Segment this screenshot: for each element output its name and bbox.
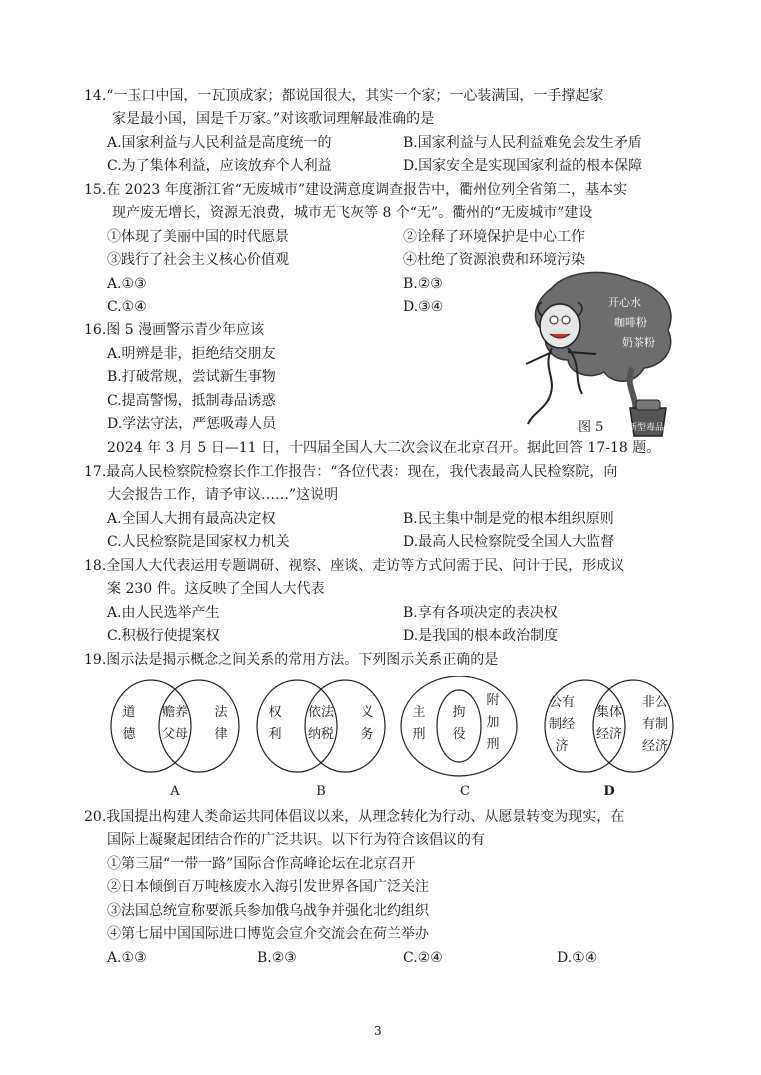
q14-option-a: A.国家利益与人民利益是高度统一的 [107,135,332,151]
q15-stem-line2: 现产废无增长，资源无浪费，城市无飞灰等 8 个“无”。衢州的“无废城市”建设 [112,205,593,221]
q14-stem-line2: 家是最小国，国是千万家。”对该歌词理解最准确的是 [112,111,435,127]
q14-option-c: C.为了集体利益，应该放弃个人利益 [107,158,332,174]
venn-diagram-c [397,676,533,780]
q14-option-b: B.国家利益与人民利益难免会发生矛盾 [403,135,642,151]
q14-stem-line1: 14.“一玉口中国，一瓦顶成家；都说国很大，其实一个家；一心装满国，一手撑起家 [84,88,604,104]
q20-stem-line2: 国际上凝聚起团结合作的广泛共识。以下行为符合该倡议的有 [107,832,485,848]
q20-statement-4: ④第七届中国国际进口博览会宣介交流会在荷兰举办 [107,926,429,942]
q16-option-a: A.明辨是非，拒绝结交朋友 [107,346,276,362]
q15-option-b: B.②③ [403,276,443,292]
page-number: 3 [374,1024,382,1038]
q15-statement-2: ②诠释了环境保护是中心工作 [403,229,585,245]
q20-statement-2: ②日本倾倒百万吨核废水入海引发世界各国广泛关注 [107,879,429,895]
q20-stem-line1: 20.我国提出构建人类命运共同体倡议以来，从理念转化为行动、从愿景转变为现实，在 [84,809,625,825]
venn-a-overlap: 赡养 父母 [161,705,188,742]
q18-option-b: B.享有各项决定的表决权 [403,605,558,621]
q15-statement-1: ①体现了美丽中国的时代愿景 [107,229,289,245]
q20-option-b: B.②③ [257,950,297,966]
q20-option-a: A.①③ [107,950,147,966]
q14-option-d: D.国家安全是实现国家利益的根本保障 [403,158,643,174]
q15-statement-3: ③践行了社会主义核心价值观 [107,252,289,268]
cartoon-jar-label: 新型毒品 [628,423,665,433]
q15-option-a: A.①③ [107,276,147,292]
q17-option-b: B.民主集中制是党的根本组织原则 [403,511,614,527]
q20-option-d: D.①④ [557,950,598,966]
venn-c-inner: 拘 役 [452,705,466,742]
venn-d-overlap: 集体 经济 [595,705,622,742]
venn-diagram-d [541,676,677,780]
q17-stem-line1: 17.最高人民检察院检察长作工作报告：“各位代表：现在，我代表最高人民检察院，向 [84,464,618,480]
q15-stem-line1: 15.在 2023 年度浙江省“无废城市”建设满意度调查报告中，衢州位列全省第二，基本实 [84,182,628,198]
venn-d-label: D [603,784,615,799]
q18-stem-line2: 案 230 件。这反映了全国人大代表 [107,581,325,597]
q18-option-a: A.由人民选举产生 [107,605,220,621]
venn-a-left: 道 德 [122,705,136,742]
q20-option-c: C.②④ [403,950,443,966]
q17-option-c: C.人民检察院是国家权力机关 [107,534,290,550]
venn-d-left: 公有 制经 济 [548,695,575,754]
q15-option-c: C.①④ [107,299,147,315]
q15-option-d: D.③④ [403,299,444,315]
venn-b-right: 义 务 [360,705,374,742]
cartoon-illustration [512,268,680,438]
q17-option-d: D.最高人民检察院受全国人大监督 [403,534,615,550]
q19-stem: 19.图示法是揭示概念之间关系的常用方法。下列图示关系正确的是 [84,652,499,668]
q16-option-b: B.打破常规，尝试新生事物 [107,369,276,385]
q15-statement-4: ④杜绝了资源浪费和环境污染 [403,252,585,268]
venn-c-outer: 主 刑 [412,705,426,742]
venn-diagram-a [107,676,243,780]
q17-stem-line2: 大会报告工作，请予审议……”这说明 [107,487,339,503]
venn-d-right: 非公 有制 经济 [641,695,668,754]
q17-option-a: A.全国人大拥有最高决定权 [107,511,276,527]
q20-statement-3: ③法国总统宣称要派兵参加俄乌战争并强化北约组织 [107,903,429,919]
venn-a-right: 法 律 [214,705,228,742]
venn-c-label: C [460,784,470,799]
cartoon-word-3: 奶茶粉 [622,336,655,349]
q18-option-d: D.是我国的根本政治制度 [403,628,559,644]
q18-stem-line1: 18.全国人大代表运用专题调研、视察、座谈、走访等方式问需于民、问计于民，形成议 [84,558,625,574]
q20-statement-1: ①第三届“一带一路”国际合作高峰论坛在北京召开 [107,856,416,872]
q16-stem: 16.图 5 漫画警示青少年应该 [84,322,265,338]
q16-option-d: D.学法守法，严惩吸毒人员 [107,416,277,432]
q16-option-c: C.提高警惕，抵制毒品诱惑 [107,393,276,409]
q18-option-c: C.积极行使提案权 [107,628,220,644]
q17-18-intro: 2024 年 3 月 5 日—11 日，十四届全国人大二次会议在北京召开。据此回答 17-18 题。 [107,440,661,456]
cartoon-word-2: 咖啡粉 [614,316,647,329]
cartoon-word-1: 开心水 [608,296,641,309]
venn-a-label: A [170,784,180,799]
venn-b-overlap: 依法 纳税 [307,705,334,742]
figure-5-cartoon [512,268,680,438]
venn-c-right: 附 加 刑 [486,693,500,752]
venn-diagram-b [253,676,389,780]
figure-5-caption: 图 5 [578,420,604,435]
venn-b-left: 权 利 [268,705,282,742]
venn-b-label: B [316,784,326,799]
